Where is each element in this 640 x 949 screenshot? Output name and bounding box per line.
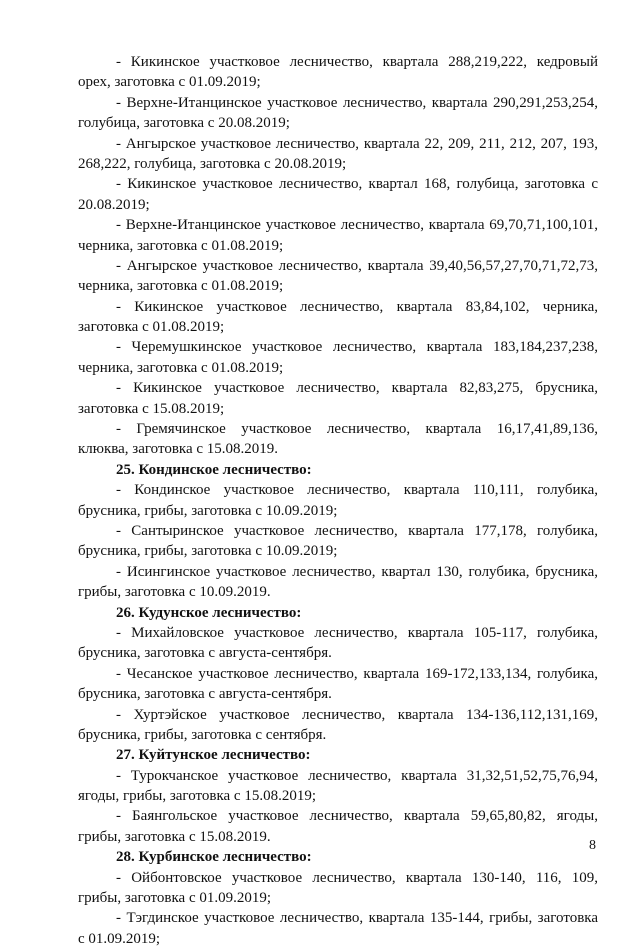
list-item-line: - Ойбонтовское участковое лесничество, квартала 130-140, 116, 109, <box>116 869 598 886</box>
list-item-line: - Михайловское участковое лесничество, квартала 105-117, голубика, <box>116 624 598 641</box>
list-item-continuation: орех, заготовка с 01.09.2019; <box>78 74 261 91</box>
page-number: 8 <box>589 838 596 853</box>
list-item-continuation: голубица, заготовка с 20.08.2019; <box>78 115 290 132</box>
list-item-continuation: брусника, заготовка с августа-сентября. <box>78 645 332 662</box>
list-item-line: - Хуртэйское участковое лесничество, квартала 134-136,112,131,169, <box>116 706 598 723</box>
list-item-line: - Ангырское участковое лесничество, квартала 22, 209, 211, 212, 207, 193, <box>116 135 598 152</box>
list-item-continuation: с 01.09.2019; <box>78 930 161 947</box>
section-heading: 25. Кондинское лесничество: <box>116 461 312 478</box>
list-item-line: - Черемушкинское участковое лесничество, квартала 183,184,237,238, <box>116 339 598 356</box>
list-item-continuation: заготовка с 15.08.2019; <box>78 400 225 417</box>
list-item-line: - Кикинское участковое лесничество, квартала 82,83,275, брусника, <box>116 380 598 397</box>
list-item-continuation: ягоды, грибы, заготовка с 15.08.2019; <box>78 788 316 805</box>
list-item-line: - Кикинское участковое лесничество, квартал 168, голубица, заготовка с <box>116 176 598 193</box>
list-item-line: - Верхне-Итанцинское участковое лесничество, квартала 290,291,253,254, <box>116 94 598 111</box>
list-item-line: - Кикинское участковое лесничество, квартала 83,84,102, черника, <box>116 298 598 315</box>
list-item-line: - Исингинское участковое лесничество, квартал 130, голубика, брусника, <box>116 563 598 580</box>
list-item-line: - Турокчанское участковое лесничество, квартала 31,32,51,52,75,76,94, <box>116 767 598 784</box>
section-heading: 27. Куйтунское лесничество: <box>116 747 311 764</box>
list-item-continuation: 268,222, голубица, заготовка с 20.08.2019; <box>78 155 347 172</box>
list-item-line: - Баянгольское участковое лесничество, квартала 59,65,80,82, ягоды, <box>116 808 598 825</box>
list-item-continuation: брусника, грибы, заготовка с 10.09.2019; <box>78 502 338 519</box>
list-item-continuation: заготовка с 01.08.2019; <box>78 319 225 336</box>
list-item-line: - Сантыринское участковое лесничество, квартала 177,178, голубика, <box>116 522 598 539</box>
list-item-continuation: черника, заготовка с 01.08.2019; <box>78 278 284 295</box>
list-item-line: - Кикинское участковое лесничество, квартала 288,219,222, кедровый <box>116 54 598 70</box>
list-item-line: - Верхне-Итанцинское участковое лесничество, квартала 69,70,71,100,101, <box>116 217 598 234</box>
list-item-line: - Кондинское участковое лесничество, квартала 110,111, голубика, <box>116 482 598 499</box>
list-item-continuation: клюква, заготовка с 15.08.2019. <box>78 441 279 458</box>
section-heading: 28. Курбинское лесничество: <box>116 849 312 866</box>
list-item-line: - Ангырское участковое лесничество, квартала 39,40,56,57,27,70,71,72,73, <box>116 257 598 274</box>
list-item-continuation: грибы, заготовка с 01.09.2019; <box>78 890 272 907</box>
list-item-continuation: грибы, заготовка с 10.09.2019. <box>78 584 271 601</box>
list-item-continuation: черника, заготовка с 01.08.2019; <box>78 359 284 376</box>
list-item-line: - Тэгдинское участковое лесничество, квартала 135-144, грибы, заготовка <box>116 910 598 927</box>
list-item-continuation: брусника, грибы, заготовка с 10.09.2019; <box>78 543 338 560</box>
list-item-continuation: брусника, грибы, заготовка с сентября. <box>78 726 327 743</box>
document-body <box>78 52 598 949</box>
list-item-line: - Гремячинское участковое лесничество, квартала 16,17,41,89,136, <box>116 421 598 438</box>
section-heading: 26. Кудунское лесничество: <box>116 604 302 621</box>
list-item-continuation: 20.08.2019; <box>78 196 150 213</box>
list-item-line: - Чесанское участковое лесничество, квартала 169-172,133,134, голубика, <box>116 665 598 682</box>
list-item-continuation: грибы, заготовка с 15.08.2019. <box>78 828 271 845</box>
list-item-continuation: черника, заготовка с 01.08.2019; <box>78 237 284 254</box>
list-item-continuation: брусника, заготовка с августа-сентября. <box>78 686 332 703</box>
